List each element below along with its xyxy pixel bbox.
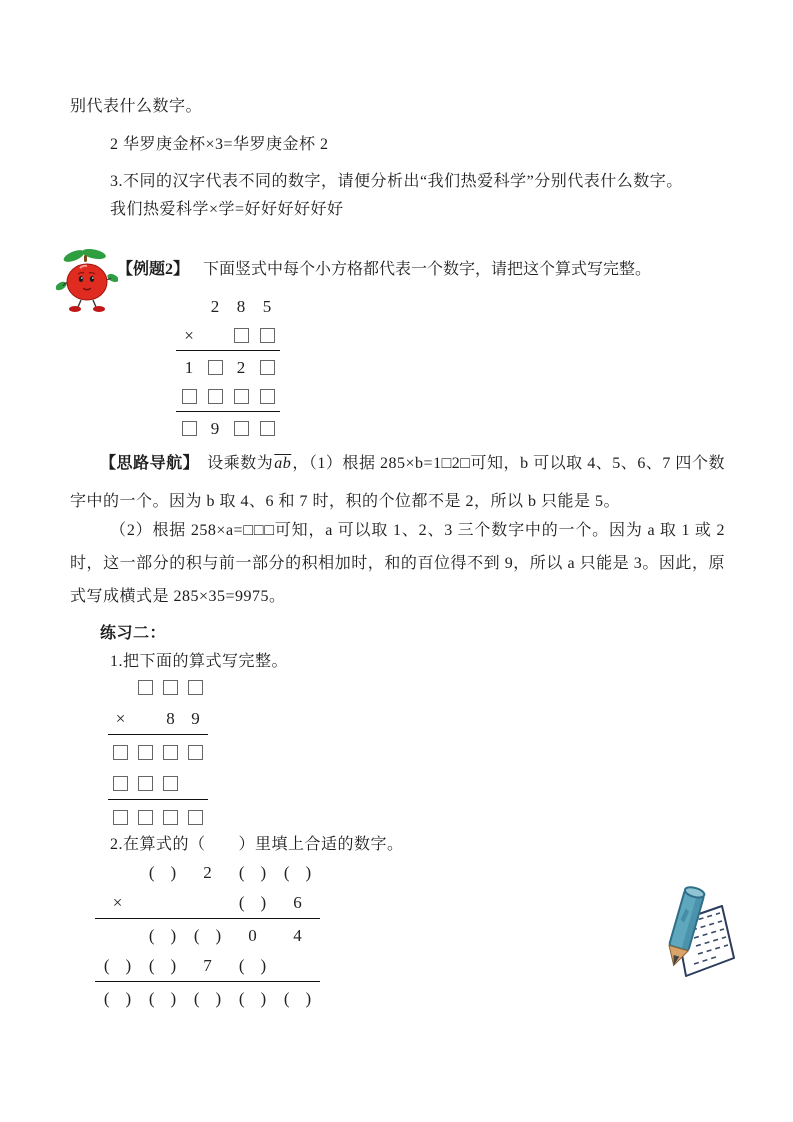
blank-parens: ( ): [148, 926, 177, 945]
blank-box: [133, 810, 158, 825]
worksheet-row: [108, 672, 208, 703]
blank-box-square: [182, 389, 197, 404]
blank-box-square: [260, 421, 275, 436]
blank-box-square: [182, 421, 197, 436]
worksheet-row: [176, 321, 280, 351]
worksheet-row: [108, 802, 208, 833]
digit: 1: [184, 357, 194, 377]
blank-parens: ( ): [148, 956, 177, 975]
worksheet-row: [95, 888, 320, 919]
solution-paragraph-1: [70, 445, 725, 521]
blank-parens: ( ): [238, 989, 267, 1008]
blank-parens: ( ): [193, 989, 222, 1008]
blank-box-square: [188, 745, 203, 760]
practice-item-1: 1.把下面的算式写完整。: [110, 653, 289, 670]
blank-box-square: [163, 776, 178, 791]
worksheet-row: [95, 984, 320, 1014]
blank-box: [254, 421, 280, 436]
blank-box: [228, 421, 254, 436]
blank-box: [108, 776, 133, 791]
solution-paragraph-2: （2）根据 258×a=□□□可知，a 可以取 1、2、3 三个数字中的一个。因为 a 取 1 或 2 时，这一部分的积与前一部分的积相加时，和的百位得不到 9，所以 a 只能是 3。因此，原式写成横式是 285×35=9975。: [70, 522, 725, 605]
worksheet-row: [108, 737, 208, 768]
digit: 6: [293, 893, 302, 912]
blank-box: [158, 745, 183, 760]
blank-box-square: [260, 389, 275, 404]
digit: 2: [210, 296, 220, 316]
apple-mascot-icon: [56, 246, 118, 314]
blank-parens: ( ): [193, 926, 222, 945]
example2-text: 下面竖式中每个小方格都代表一个数字，请把这个算式写完整。: [203, 261, 652, 278]
blank-box: [158, 810, 183, 825]
blank-box: [202, 360, 228, 375]
worksheet-row: [95, 921, 320, 951]
blank-box-square: [188, 810, 203, 825]
blank-box: [254, 389, 280, 404]
solution-after-ab: ，（1）根据 285×b=1□2□可知，b 可以取 4、5、6、7 四个数字中的一个。因为 b 取 4、6 和 7 时，积的个位都不是 2，所以 b 只能是 5。: [70, 455, 725, 510]
blank-box-square: [138, 745, 153, 760]
digit: 9: [210, 418, 220, 438]
blank-box-square: [138, 776, 153, 791]
blank-box-square: [113, 776, 128, 791]
blank-parens: ( ): [148, 989, 177, 1008]
blank-box: [176, 389, 202, 404]
digit: 7: [203, 956, 212, 975]
worksheet-row: [176, 382, 280, 412]
solution-label: 【思路导航】: [100, 455, 200, 472]
practice-title: 练习二：: [100, 625, 167, 642]
intro-line-4: 我们热爱科学×学=好好好好好好: [110, 201, 344, 218]
worksheet-row: [176, 292, 280, 321]
digit: 9: [191, 708, 200, 728]
intro-line-3: 3.不同的汉字代表不同的数字，请便分析出“我们热爱科学”分别代表什么数字。: [110, 173, 683, 190]
practice1-multiplication-grid: [108, 672, 208, 833]
blank-box-square: [113, 810, 128, 825]
blank-box: [228, 389, 254, 404]
blank-box-square: [113, 745, 128, 760]
blank-box: [228, 328, 254, 343]
blank-box: [183, 745, 208, 760]
digit: 8: [166, 708, 175, 728]
blank-parens: ( ): [238, 956, 267, 975]
blank-box: [158, 680, 183, 695]
blank-box: [133, 745, 158, 760]
blank-box: [108, 745, 133, 760]
blank-box: [176, 421, 202, 436]
blank-box-square: [138, 810, 153, 825]
example2-heading: [117, 256, 727, 279]
example2-label: 【例题2】: [117, 261, 190, 278]
blank-box: [183, 810, 208, 825]
worksheet-row: [176, 414, 280, 443]
blank-box-square: [234, 328, 249, 343]
worksheet-row: [95, 858, 320, 888]
blank-parens: ( ): [103, 989, 132, 1008]
blank-box-square: [163, 810, 178, 825]
intro-line-1: 别代表什么数字。: [70, 98, 203, 115]
times-sign: ×: [184, 325, 194, 345]
blank-parens: ( ): [238, 863, 267, 882]
blank-box: [202, 389, 228, 404]
times-sign: ×: [115, 708, 126, 728]
practice-item-2: 2.在算式的（ ）里填上合适的数字。: [110, 836, 404, 853]
digit: 0: [248, 926, 257, 945]
blank-box-square: [138, 680, 153, 695]
example-multiplication-grid: [176, 292, 280, 443]
digit: 8: [236, 296, 246, 316]
blank-box-square: [260, 360, 275, 375]
blank-box: [108, 810, 133, 825]
blank-box-square: [188, 680, 203, 695]
worksheet-row: [108, 703, 208, 735]
blank-box-square: [234, 421, 249, 436]
blank-box-square: [260, 328, 275, 343]
blank-parens: ( ): [283, 863, 312, 882]
blank-box: [133, 680, 158, 695]
ab-overline: $\overline{ab}$: [274, 455, 292, 472]
digit: 5: [262, 296, 272, 316]
blank-box-square: [208, 360, 223, 375]
blank-box: [183, 680, 208, 695]
pencil-and-paper-icon: [650, 880, 742, 988]
intro-line-2: 2 华罗庚金杯×3=华罗庚金杯 2: [110, 136, 329, 153]
digit: 2: [236, 357, 246, 377]
blank-parens: ( ): [103, 956, 132, 975]
blank-box-square: [234, 389, 249, 404]
blank-parens: ( ): [283, 989, 312, 1008]
blank-box: [254, 328, 280, 343]
blank-box: [158, 776, 183, 791]
worksheet-row: [176, 353, 280, 382]
worksheet-row: [108, 768, 208, 800]
digit: 4: [293, 926, 302, 945]
solution-before-ab: 设乘数为: [207, 455, 274, 472]
blank-parens: ( ): [238, 893, 267, 912]
blank-parens: ( ): [148, 863, 177, 882]
practice2-multiplication-grid: [95, 858, 320, 1014]
blank-box-square: [163, 680, 178, 695]
blank-box-square: [163, 745, 178, 760]
times-sign: ×: [112, 893, 123, 912]
digit: 2: [203, 863, 212, 882]
worksheet-row: [95, 951, 320, 982]
blank-box-square: [208, 389, 223, 404]
blank-box: [254, 360, 280, 375]
blank-box: [133, 776, 158, 791]
